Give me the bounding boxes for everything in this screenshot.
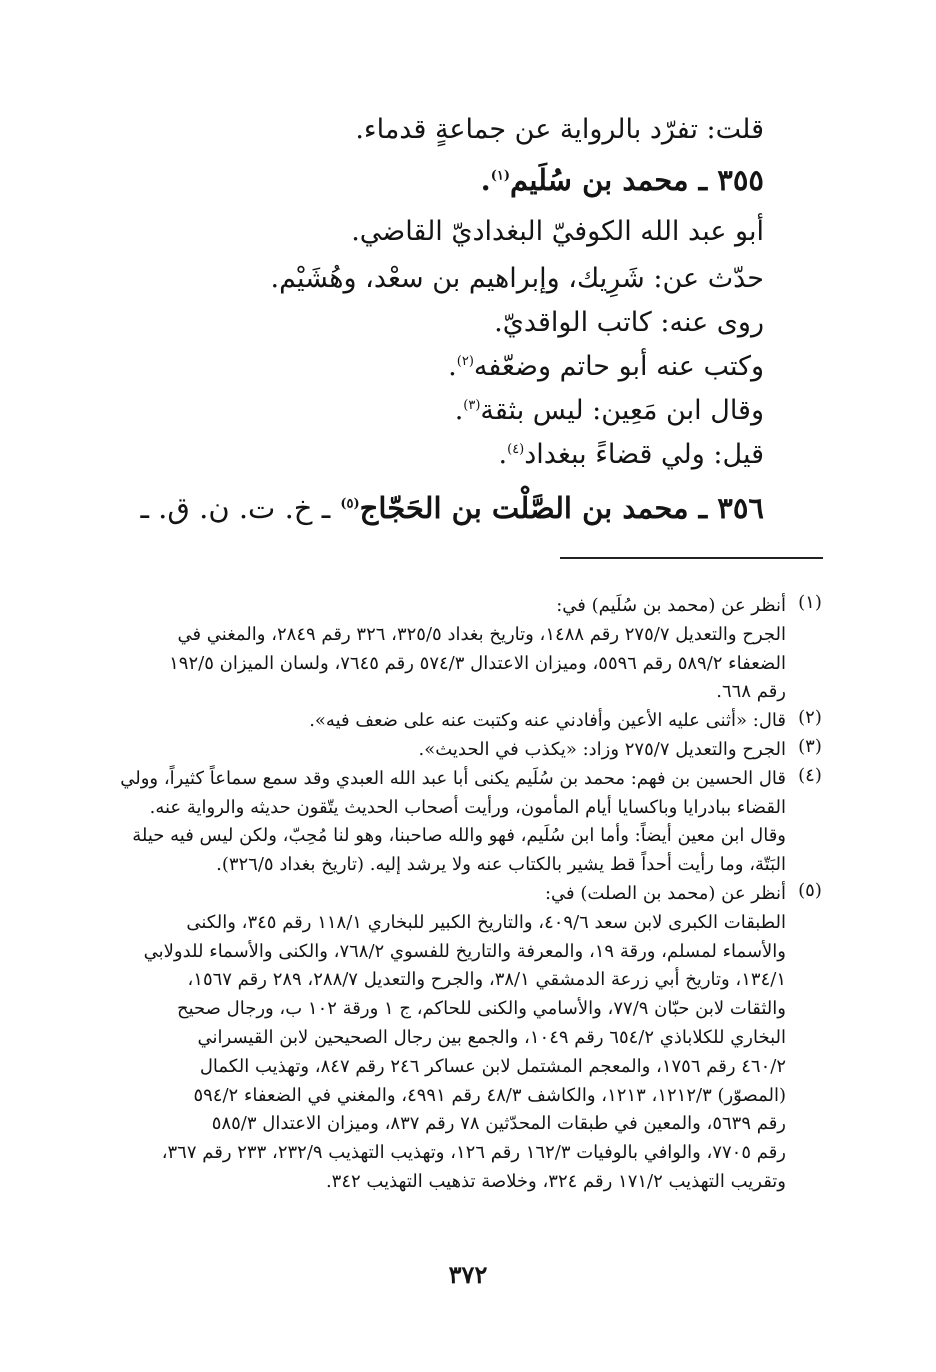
footnote-line: البخاري للكلاباذي ٦٥٤/٢ رقم ١٠٤٩، والجمع بين رجال الصحيحين لابن القيسراني (197, 1026, 786, 1048)
footnote-line: الضعفاء ٥٨٩/٢ رقم ٥٥٩٦، وميزان الاعتدال ٥٧٤/٣ رقم ٧٦٤٥، ولسان الميزان ١٩٢/٥ (169, 652, 786, 674)
footnote-marker: (٢) (456, 354, 474, 369)
footnote-line: القضاء ببادرايا وباكسايا أيام المأمون، ورأيت أصحاب الحديث يتّقون حديثه والرواية عنه. (149, 796, 786, 818)
text-line: وقال ابن مَعِين: ليس بثقة$^{(٣)}$. (454, 395, 764, 426)
text-line: قيل: ولي قضاءً ببغداد$^{(٤)}$. (498, 439, 764, 470)
footnote-line: الطبقات الكبرى لابن سعد ٤٠٩/٦، والتاريخ الكبير للبخاري ١١٨/١ رقم ٣٤٥، والكنى (186, 911, 786, 933)
footnote-line: رقم ٥٦٣٩، والمعين في طبقات المحدّثين ٧٨ رقم ٨٣٧، وميزان الاعتدال ٥٨٥/٣ (211, 1113, 786, 1135)
footnote-line: (المصوّر) ١٢١٢/٣، ١٢١٣، والكاشف ٤٨/٣ رقم ٤٩٩١، والمغني في الضعفاء ٥٩٤/٢ (193, 1084, 786, 1106)
footnote-marker: (٣) (463, 398, 481, 413)
footnote-line: والأسماء لمسلم، ورقة ١٩، والمعرفة والتاريخ للفسوي ٧٦٨/٢، والكنى والأسماء للدولابي (143, 940, 786, 962)
footnote-3 (104, 736, 826, 765)
footnote-line: أنظر عن (محمد بن الصلت) في: (544, 882, 786, 904)
footnote-number: (٥) (798, 879, 822, 901)
footnote-number: (١) (798, 592, 822, 613)
footnote-line: والثقات لابن حبّان ٧٧/٩، والأسامي والكنى للحاكم، ج ١ ورقة ١٠٢ ب، ورجال صحيح (176, 998, 786, 1020)
footnote-divider (560, 557, 823, 559)
footnote-line: رقم ٦٦٨. (716, 681, 786, 703)
entry-heading-355: ٣٥٥ ـ محمد بن سُلَيم$^{(١)}$. (480, 163, 764, 197)
footnote-line: البَتّة، وما رأيت أحداً قط يشير بالكتاب عنه ولا يرشد إليه. (تاريخ بغداد ٣٢٦/٥). (216, 854, 786, 876)
footnote-marker: (٤) (507, 442, 525, 457)
footnote-line: رقم ٧٧٠٥، والوافي بالوفيات ١٦٢/٣ رقم ١٢٦، وتهذيب التهذيب ٢٣٢/٩، ٢٣٣ رقم ٣٦٧، (161, 1142, 786, 1164)
footnote-line: قال الحسين بن فهم: محمد بن سُلَيم يكنى أبا عبد الله العبدي وقد سمع سماعاً كثيراً، وولي (120, 767, 786, 789)
footnote-line: ٤٦٠/٢ رقم ١٧٥٦، والمعجم المشتمل لابن عساكر ٢٤٦ رقم ٨٤٧، وتهذيب الكمال (199, 1055, 786, 1077)
footnote-number: (٢) (798, 707, 822, 729)
footnote-line: الجرح والتعديل ٢٧٥/٧ وزاد: «يكذب في الحديث». (418, 738, 786, 760)
main-text (140, 104, 764, 534)
footnote-4 (104, 765, 826, 880)
text-line: حدّث عن: شَرِيك، وإبراهيم بن سعْد، وهُشَيْم. (270, 263, 764, 294)
footnote-line: ١٣٤/١، وتاريخ أبي زرعة الدمشقي ٣٨/١، والجرح والتعديل ٢٨٨/٧، ٢٨٩ رقم ١٥٦٧، (187, 969, 786, 991)
footnote-number: (٤) (798, 764, 822, 786)
footnotes (104, 592, 826, 1197)
footnote-marker: (١) (490, 168, 511, 184)
page-number: ٣٧٢ (448, 1260, 488, 1289)
text-line: وكتب عنه أبو حاتم وضعّفه$^{(٢)}$. (448, 351, 764, 382)
footnote-1 (104, 592, 826, 707)
siglum: ـ خ. ت. ن. ق. ـ (140, 491, 331, 525)
footnote-line: الجرح والتعديل ٢٧٥/٧ رقم ١٤٨٨، وتاريخ بغداد ٣٢٥/٥، ٣٢٦ رقم ٢٨٤٩، والمغني في (177, 623, 786, 645)
footnote-line: أنظر عن (محمد بن سُلَيم) في: (556, 595, 786, 616)
entry-heading-356: ٣٥٦ ـ محمد بن الصَّلْت بن الحَجّاج$^{(٥)}$ ـ خ. ت. ن. ق. ـ (140, 491, 764, 525)
text-line: أبو عبد الله الكوفيّ البغداديّ القاضي. (351, 216, 764, 247)
footnote-2 (104, 707, 826, 736)
footnote-line: وتقريب التهذيب ١٧١/٢ رقم ٣٢٤، وخلاصة تذهيب التهذيب ٣٤٢. (325, 1170, 786, 1192)
footnote-line: قال: «أثنى عليه الأعين وأفادني عنه وكتبت عنه على ضعف فيه». (309, 710, 786, 732)
text-line: قلت: تفرّد بالرواية عن جماعةٍ قدماء. (355, 114, 764, 145)
text-line: روى عنه: كاتب الواقديّ. (494, 307, 764, 338)
footnote-5 (104, 880, 826, 1197)
footnote-line: وقال ابن معين أيضاً: وأما ابن سُلَيم، فهو والله صاحبنا، وهو لنا مُحِبّ، ولكن ليس فيه حيلة (132, 825, 786, 847)
footnote-number: (٣) (798, 735, 822, 757)
footnote-marker: (٥) (340, 496, 360, 512)
